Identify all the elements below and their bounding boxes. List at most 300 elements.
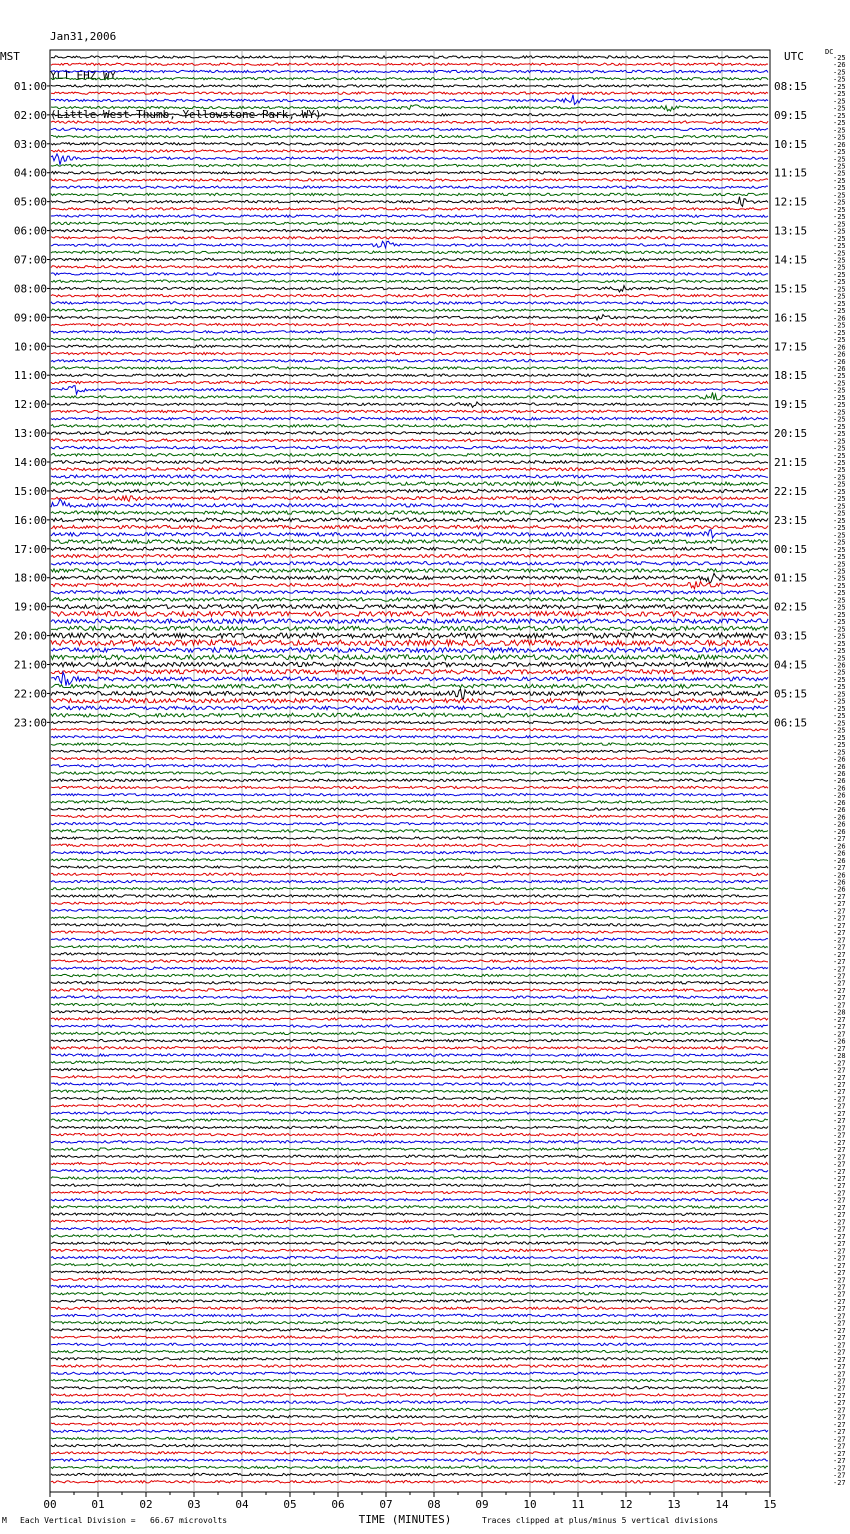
dc-offset-label: -25 <box>833 654 846 663</box>
trace-row <box>51 924 768 926</box>
dc-offset-label: -26 <box>833 871 846 880</box>
trace-row <box>51 453 768 456</box>
dc-offset-label: -26 <box>833 314 846 323</box>
dc-offset-label: -25 <box>833 639 846 648</box>
trace-row <box>51 562 768 565</box>
dc-offset-label: -27 <box>833 1457 846 1466</box>
trace-row <box>51 150 768 152</box>
trace-row <box>51 640 768 646</box>
trace-row <box>51 1401 768 1403</box>
scale-note: Each Vertical Division = 66.67 microvolts <box>20 1516 228 1525</box>
trace-row <box>51 1314 768 1316</box>
trace-row <box>51 611 768 616</box>
trace-row <box>51 193 768 195</box>
dc-offset-label: -27 <box>833 1464 846 1473</box>
utc-hour-label: 23:15 <box>774 513 808 527</box>
trace-row <box>51 1227 768 1229</box>
dc-offset-label: -25 <box>833 256 846 265</box>
dc-offset-label: -25 <box>833 220 846 229</box>
utc-hour-label: 03:15 <box>774 629 808 643</box>
trace-row <box>51 1459 768 1461</box>
trace-row <box>51 1090 768 1092</box>
dc-offset-label: -25 <box>833 459 846 468</box>
dc-offset-label: -26 <box>833 777 846 786</box>
dc-offset-label: -25 <box>833 712 846 721</box>
dc-offset-label: -26 <box>833 762 846 771</box>
mst-hour-label: 09:00 <box>13 311 47 325</box>
dc-offset-label: -25 <box>833 589 846 598</box>
utc-hour-label: 14:15 <box>774 253 808 267</box>
dc-offset-label: -25 <box>833 307 846 316</box>
dc-offset-label: -27 <box>833 1377 846 1386</box>
dc-offset-label: -27 <box>833 1261 846 1270</box>
dc-offset-label: -25 <box>833 502 846 511</box>
dc-offset-label: -27 <box>833 1428 846 1437</box>
utc-hour-label: 08:15 <box>774 79 808 93</box>
trace-row <box>51 518 768 522</box>
dc-offset-label: -25 <box>833 205 846 214</box>
dc-offset-label: -27 <box>833 1044 846 1053</box>
utc-hour-label: 19:15 <box>774 398 808 412</box>
x-tick-label: 13 <box>667 1498 681 1511</box>
trace-row <box>51 286 768 292</box>
dc-offset-label: -27 <box>833 1334 846 1343</box>
dc-offset-label: -25 <box>833 372 846 381</box>
trace-row <box>51 866 768 868</box>
trace-row <box>51 154 768 165</box>
trace-row <box>51 1018 768 1020</box>
trace-row <box>51 468 768 471</box>
trace-row <box>51 1452 768 1454</box>
dc-offset-label: -26 <box>833 364 846 373</box>
dc-offset-label: -27 <box>833 1189 846 1198</box>
dc-offset-label: -25 <box>833 198 846 207</box>
trace-row <box>51 581 768 588</box>
trace-row <box>51 953 768 955</box>
x-tick-label: 07 <box>379 1498 393 1511</box>
x-tick-label: 12 <box>619 1498 633 1511</box>
dc-offset-label: -26 <box>833 791 846 800</box>
trace-row <box>51 1423 768 1425</box>
dc-offset-label: -27 <box>833 972 846 981</box>
trace-row <box>51 461 768 464</box>
dc-offset-label: -27 <box>833 1167 846 1176</box>
dc-offset-label: -25 <box>833 610 846 619</box>
trace-row <box>51 888 768 890</box>
dc-offset-label: -25 <box>833 119 846 128</box>
mst-hour-label: 05:00 <box>13 195 47 209</box>
trace-row <box>51 392 768 400</box>
utc-hour-label: 11:15 <box>774 166 808 180</box>
dc-offset-label: -26 <box>833 61 846 70</box>
trace-row <box>51 222 768 224</box>
trace-row <box>51 331 768 333</box>
trace-row <box>51 996 768 998</box>
dc-offset-label: -25 <box>833 242 846 251</box>
trace-row <box>51 352 768 354</box>
x-tick-label: 10 <box>523 1498 537 1511</box>
dc-offset-label: -27 <box>833 1073 846 1082</box>
trace-row <box>51 1010 768 1012</box>
dc-offset-label: -25 <box>833 567 846 576</box>
trace-row <box>51 699 768 703</box>
trace-row <box>51 70 768 72</box>
trace-row <box>51 425 768 428</box>
trace-row <box>51 309 768 311</box>
trace-row <box>51 909 768 911</box>
dc-offset-label: -25 <box>833 444 846 453</box>
trace-row <box>51 186 768 188</box>
trace-row <box>51 670 768 674</box>
trace-row <box>51 266 768 268</box>
dc-offset-label: -27 <box>833 1413 846 1422</box>
dc-offset-label: -25 <box>833 263 846 272</box>
dc-offset-label: -25 <box>833 68 846 77</box>
dc-offset-label: -27 <box>833 1363 846 1372</box>
dc-offset-label: -27 <box>833 986 846 995</box>
dc-offset-label: -27 <box>833 1247 846 1256</box>
trace-row <box>51 1162 768 1164</box>
mst-hour-label: 14:00 <box>13 456 47 470</box>
trace-row <box>51 684 768 688</box>
trace-row <box>51 323 768 325</box>
mst-hour-label: 02:00 <box>13 108 47 122</box>
trace-row <box>51 540 768 544</box>
trace-row <box>51 386 768 395</box>
utc-hour-label: 20:15 <box>774 427 808 441</box>
trace-row <box>51 786 768 788</box>
station-code: YLT EHZ WY <box>50 69 117 82</box>
dc-offset-label: -25 <box>833 697 846 706</box>
dc-offset-label: -27 <box>833 936 846 945</box>
trace-row <box>51 143 768 145</box>
dc-offset-label: -25 <box>833 741 846 750</box>
trace-row <box>51 1076 768 1078</box>
trace-row <box>51 1068 768 1070</box>
trace-row <box>51 931 768 933</box>
trace-row <box>51 945 768 947</box>
dc-offset-label: -27 <box>833 892 846 901</box>
dc-offset-label: -26 <box>833 885 846 894</box>
dc-offset-label: -27 <box>833 1080 846 1089</box>
dc-offset-label: -27 <box>833 1175 846 1184</box>
trace-row <box>51 1358 768 1360</box>
utc-hour-label: 13:15 <box>774 224 808 238</box>
dc-offset-label: -25 <box>833 574 846 583</box>
trace-row <box>51 402 768 407</box>
dc-offset-label: -25 <box>833 249 846 258</box>
trace-row <box>51 1249 768 1251</box>
dc-offset-label: -27 <box>833 1406 846 1415</box>
dc-offset-label: -26 <box>833 878 846 887</box>
trace-row <box>51 605 768 609</box>
trace-row <box>51 794 768 796</box>
dc-offset-label: -27 <box>833 1102 846 1111</box>
trace-row <box>51 1343 768 1345</box>
station-location: (Little West Thumb, Yellowstone Park, WY) <box>50 108 322 121</box>
trace-row <box>51 1372 768 1374</box>
trace-row <box>51 511 768 514</box>
dc-offset-label: -27 <box>833 1153 846 1162</box>
dc-offset-label: -28 <box>833 1052 846 1061</box>
dc-offset-label: -25 <box>833 451 846 460</box>
trace-row <box>51 128 768 130</box>
dc-offset-label: -27 <box>833 921 846 930</box>
trace-row <box>51 1242 768 1244</box>
trace-row <box>51 1039 768 1041</box>
trace-row <box>51 78 768 80</box>
x-tick-label: 09 <box>475 1498 489 1511</box>
dc-offset-label: -27 <box>833 1059 846 1068</box>
utc-hour-label: 21:15 <box>774 456 808 470</box>
dc-offset-label: -27 <box>833 1001 846 1010</box>
trace-row <box>51 743 768 745</box>
dc-offset-label: -25 <box>833 148 846 157</box>
dc-offset-label: -25 <box>833 668 846 677</box>
trace-row <box>51 1365 768 1367</box>
dc-offset-label: -25 <box>833 386 846 395</box>
dc-offset-label: -26 <box>833 661 846 670</box>
dc-offset-label: -25 <box>833 553 846 562</box>
mst-hour-label: 07:00 <box>13 253 47 267</box>
mst-hour-label: 08:00 <box>13 282 47 296</box>
clip-note: Traces clipped at plus/minus 5 vertical divisions <box>482 1516 719 1525</box>
dc-offset-label: -27 <box>833 1341 846 1350</box>
trace-row <box>51 1387 768 1389</box>
trace-row <box>51 1394 768 1396</box>
dc-offset-label: -25 <box>833 328 846 337</box>
trace-row <box>51 1321 768 1323</box>
dc-offset-label: -25 <box>833 466 846 475</box>
dc-offset-label: -27 <box>833 1015 846 1024</box>
trace-row <box>51 547 768 550</box>
trace-row <box>51 967 768 969</box>
trace-row <box>51 374 768 376</box>
utc-hour-label: 10:15 <box>774 137 808 151</box>
x-tick-label: 01 <box>91 1498 105 1511</box>
trace-row <box>51 1047 768 1049</box>
dc-label: DC <box>825 48 834 56</box>
dc-offset-label: -25 <box>833 90 846 99</box>
utc-hour-label: 12:15 <box>774 195 808 209</box>
utc-hour-label: 16:15 <box>774 311 808 325</box>
dc-offset-label: -27 <box>833 943 846 952</box>
dc-offset-label: -25 <box>833 299 846 308</box>
trace-row <box>51 573 768 583</box>
trace-row <box>51 880 768 882</box>
dc-offset-label: -25 <box>833 538 846 547</box>
trace-row <box>51 1199 768 1201</box>
dc-offset-label: -27 <box>833 1442 846 1451</box>
trace-row <box>51 172 768 174</box>
dc-offset-label: -27 <box>833 1225 846 1234</box>
dc-offset-label: -27 <box>833 1211 846 1220</box>
trace-row <box>51 938 768 940</box>
trace-row <box>51 1191 768 1193</box>
trace-row <box>51 92 768 94</box>
dc-offset-label: -25 <box>833 581 846 590</box>
dc-offset-label: -25 <box>833 704 846 713</box>
dc-offset-label: -26 <box>833 357 846 366</box>
dc-offset-label: -27 <box>833 1420 846 1429</box>
dc-offset-label: -27 <box>833 1297 846 1306</box>
x-tick-label: 04 <box>235 1498 249 1511</box>
trace-row <box>51 822 768 824</box>
utc-hour-label: 22:15 <box>774 484 808 498</box>
dc-offset-label: -25 <box>833 336 846 345</box>
dc-offset-label: -26 <box>833 784 846 793</box>
dc-offset-label: -27 <box>833 1283 846 1292</box>
mst-hour-label: 20:00 <box>13 629 47 643</box>
dc-offset-label: -27 <box>833 1312 846 1321</box>
x-tick-label: 05 <box>283 1498 297 1511</box>
trace-row <box>51 1054 768 1056</box>
dc-offset-label: -25 <box>833 690 846 699</box>
dc-offset-label: -26 <box>833 856 846 865</box>
dc-offset-label: -27 <box>833 1131 846 1140</box>
mst-hour-label: 11:00 <box>13 369 47 383</box>
trace-row <box>51 989 768 991</box>
trace-row <box>51 689 768 699</box>
dc-offset-label: -27 <box>833 914 846 923</box>
dc-offset-label: -27 <box>833 958 846 967</box>
trace-row <box>51 859 768 861</box>
trace-row <box>51 208 768 210</box>
utc-hour-label: 00:15 <box>774 542 808 556</box>
trace-row <box>51 1430 768 1432</box>
dc-offset-label: -26 <box>833 849 846 858</box>
x-tick-label: 14 <box>715 1498 729 1511</box>
dc-offset-label: -26 <box>833 798 846 807</box>
trace-row <box>51 633 768 638</box>
trace-row <box>51 554 768 557</box>
dc-offset-label: -27 <box>833 1030 846 1039</box>
dc-offset-label: -25 <box>833 618 846 627</box>
mst-hour-label: 23:00 <box>13 716 47 730</box>
mst-hour-label: 19:00 <box>13 600 47 614</box>
trace-row <box>51 648 768 653</box>
dc-offset-label: -27 <box>833 1449 846 1458</box>
dc-offset-label: -25 <box>833 480 846 489</box>
trace-row <box>51 1112 768 1114</box>
dc-offset-label: -27 <box>833 1254 846 1263</box>
trace-row <box>51 1350 768 1352</box>
trace-row <box>51 1307 768 1309</box>
utc-hour-label: 02:15 <box>774 600 808 614</box>
trace-row <box>51 1213 768 1215</box>
trace-row <box>51 315 768 321</box>
dc-offset-label: -27 <box>833 1478 846 1487</box>
dc-offset-label: -25 <box>833 104 846 113</box>
trace-row <box>51 1264 768 1266</box>
trace-row <box>51 706 768 710</box>
dc-offset-label: -25 <box>833 683 846 692</box>
trace-row <box>51 95 768 105</box>
trace-row <box>51 626 768 630</box>
dc-offset-label: -25 <box>833 408 846 417</box>
dc-offset-label: -25 <box>833 596 846 605</box>
trace-row <box>51 713 768 717</box>
dc-offset-label: -27 <box>833 1066 846 1075</box>
dc-offset-label: -27 <box>833 1196 846 1205</box>
dc-offset-label: -27 <box>833 907 846 916</box>
dc-offset-label: -25 <box>833 321 846 330</box>
trace-row <box>51 916 768 918</box>
dc-offset-label: -25 <box>833 393 846 402</box>
dc-offset-label: -27 <box>833 1182 846 1191</box>
utc-hour-label: 01:15 <box>774 571 808 585</box>
dc-offset-label: -27 <box>833 1023 846 1032</box>
trace-row <box>51 1141 768 1143</box>
trace-row <box>51 179 768 181</box>
dc-offset-label: -27 <box>833 1290 846 1299</box>
trace-row <box>51 197 768 207</box>
utc-hour-label: 09:15 <box>774 108 808 122</box>
dc-offset-label: -25 <box>833 415 846 424</box>
utc-hour-label: 05:15 <box>774 687 808 701</box>
dc-offset-label: -27 <box>833 1326 846 1335</box>
trace-row <box>51 1300 768 1302</box>
trace-row <box>51 1155 768 1157</box>
dc-offset-label: -25 <box>833 213 846 222</box>
trace-row <box>51 489 768 492</box>
trace-row <box>51 1126 768 1128</box>
mst-hour-label: 17:00 <box>13 542 47 556</box>
dc-offset-label: -27 <box>833 1276 846 1285</box>
trace-row <box>51 135 768 137</box>
dc-offset-label: -27 <box>833 864 846 873</box>
dc-offset-label: -27 <box>833 1095 846 1104</box>
dc-offset-label: -26 <box>833 770 846 778</box>
trace-row <box>51 482 768 486</box>
dc-offset-label: -28 <box>833 1008 846 1017</box>
dc-offset-label: -26 <box>833 343 846 352</box>
trace-row <box>51 902 768 904</box>
dc-offset-label: -25 <box>833 545 846 554</box>
trace-row <box>51 662 768 667</box>
dc-offset-label: -25 <box>833 278 846 287</box>
x-tick-label: 00 <box>43 1498 57 1511</box>
trace-row <box>51 499 768 507</box>
trace-row <box>51 251 768 253</box>
trace-row <box>51 1119 768 1121</box>
trace-row <box>51 757 768 759</box>
dc-offset-label: -25 <box>833 647 846 656</box>
trace-row <box>51 432 768 435</box>
dc-offset-label: -27 <box>833 1088 846 1097</box>
trace-row <box>51 56 768 58</box>
mst-hour-label: 01:00 <box>13 79 47 93</box>
trace-row <box>51 1437 768 1439</box>
x-axis-title: TIME (MINUTES) <box>358 1513 452 1526</box>
dc-offset-label: -27 <box>833 1435 846 1444</box>
trace-row <box>51 736 768 738</box>
dc-offset-label: -25 <box>833 422 846 431</box>
dc-offset-label: -26 <box>833 813 846 822</box>
dc-offset-label: -25 <box>833 111 846 120</box>
dc-offset-label: -25 <box>833 401 846 410</box>
trace-row <box>51 85 768 87</box>
trace-row <box>51 417 768 420</box>
trace-row <box>51 367 768 369</box>
trace-row <box>51 63 768 65</box>
dc-offset-label: -25 <box>833 560 846 569</box>
dc-offset-label: -27 <box>833 1109 846 1118</box>
trace-row <box>51 830 768 832</box>
dc-offset-label: -25 <box>833 516 846 525</box>
trace-row <box>51 750 768 752</box>
trace-row <box>51 1444 768 1446</box>
